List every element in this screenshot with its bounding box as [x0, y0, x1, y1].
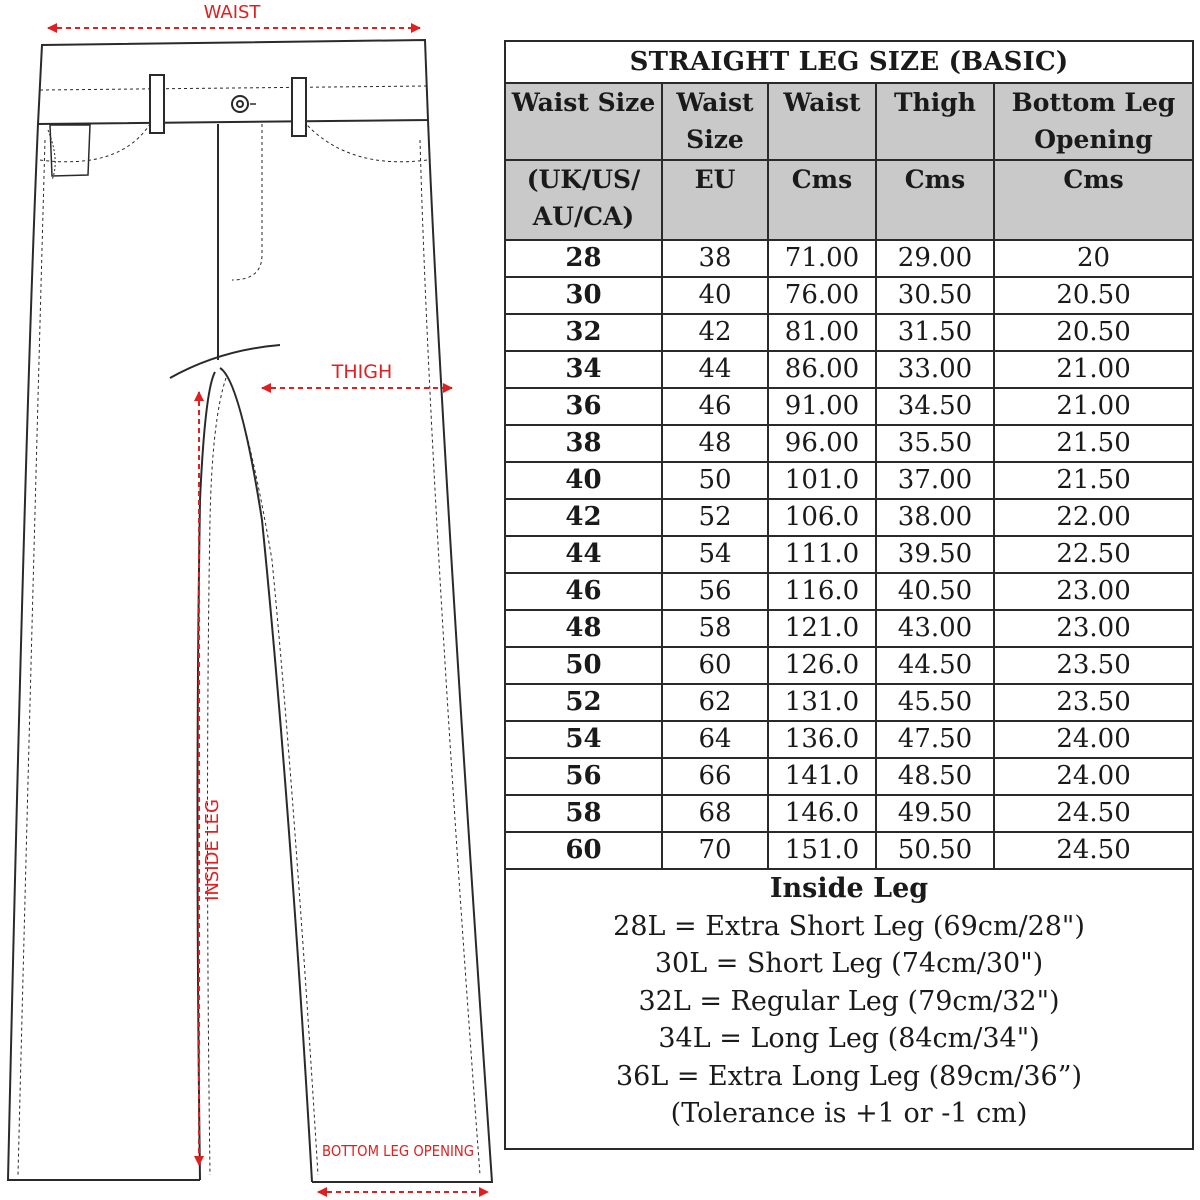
thigh-cm-cell: 30.50 — [876, 277, 994, 314]
bottom-leg-cm-cell: 21.00 — [994, 351, 1193, 388]
column-unit-header: Cms — [876, 160, 994, 240]
bottom-leg-opening-label: BOTTOM LEG OPENING — [322, 1142, 474, 1160]
table-row — [505, 610, 1193, 647]
table-row — [505, 240, 1193, 277]
size-eu-cell: 60 — [662, 647, 768, 684]
size-eu-cell: 70 — [662, 832, 768, 869]
table-row — [505, 684, 1193, 721]
size-uk-cell: 36 — [505, 388, 662, 425]
bottom-leg-cm-cell: 24.50 — [994, 832, 1193, 869]
waist-cm-cell: 136.0 — [768, 721, 876, 758]
size-eu-cell: 44 — [662, 351, 768, 388]
waist-cm-cell: 106.0 — [768, 499, 876, 536]
thigh-cm-cell: 37.00 — [876, 462, 994, 499]
thigh-cm-cell: 45.50 — [876, 684, 994, 721]
size-uk-cell: 46 — [505, 573, 662, 610]
thigh-cm-cell: 35.50 — [876, 425, 994, 462]
thigh-cm-cell: 31.50 — [876, 314, 994, 351]
waist-cm-cell: 101.0 — [768, 462, 876, 499]
table-body — [505, 240, 1193, 869]
inside-leg-line: 34L = Long Leg (84cm/34") — [658, 1023, 1040, 1054]
inside-leg-label: INSIDE LEG — [202, 799, 223, 901]
size-eu-cell: 38 — [662, 240, 768, 277]
size-eu-cell: 56 — [662, 573, 768, 610]
waist-cm-cell: 86.00 — [768, 351, 876, 388]
size-eu-cell: 46 — [662, 388, 768, 425]
table-row — [505, 758, 1193, 795]
size-eu-cell: 58 — [662, 610, 768, 647]
waist-cm-cell: 71.00 — [768, 240, 876, 277]
table-row — [505, 499, 1193, 536]
waist-cm-cell: 121.0 — [768, 610, 876, 647]
size-eu-cell: 42 — [662, 314, 768, 351]
table-row — [505, 647, 1193, 684]
bottom-leg-cm-cell: 20.50 — [994, 277, 1193, 314]
inside-leg-line: 36L = Extra Long Leg (89cm/36”) — [615, 1060, 1083, 1092]
size-eu-cell: 40 — [662, 277, 768, 314]
size-uk-cell: 50 — [505, 647, 662, 684]
size-uk-cell: 44 — [505, 536, 662, 573]
waist-cm-cell: 151.0 — [768, 832, 876, 869]
column-header: Waist — [768, 83, 876, 160]
size-uk-cell: 54 — [505, 721, 662, 758]
table-row — [505, 536, 1193, 573]
size-uk-cell: 56 — [505, 758, 662, 795]
table-row — [505, 721, 1193, 758]
thigh-cm-cell: 47.50 — [876, 721, 994, 758]
waist-cm-cell: 111.0 — [768, 536, 876, 573]
size-eu-cell: 48 — [662, 425, 768, 462]
size-uk-cell: 58 — [505, 795, 662, 832]
thigh-cm-cell: 49.50 — [876, 795, 994, 832]
table-row — [505, 573, 1193, 610]
thigh-cm-cell: 40.50 — [876, 573, 994, 610]
inside-leg-title: Inside Leg — [769, 873, 929, 904]
waist-cm-cell: 146.0 — [768, 795, 876, 832]
table-row — [505, 314, 1193, 351]
table-row — [505, 795, 1193, 832]
size-eu-cell: 62 — [662, 684, 768, 721]
column-unit-header: Cms — [994, 160, 1193, 240]
bottom-leg-cm-cell: 22.00 — [994, 499, 1193, 536]
thigh-cm-cell: 33.00 — [876, 351, 994, 388]
waist-cm-cell: 126.0 — [768, 647, 876, 684]
waist-label: WAIST — [203, 2, 261, 23]
jeans-diagram — [0, 0, 500, 1200]
size-eu-cell: 52 — [662, 499, 768, 536]
tolerance-note: (Tolerance is +1 or -1 cm) — [670, 1098, 1028, 1129]
waist-cm-cell: 131.0 — [768, 684, 876, 721]
bottom-leg-cm-cell: 23.50 — [994, 647, 1193, 684]
size-eu-cell: 54 — [662, 536, 768, 573]
size-uk-cell: 52 — [505, 684, 662, 721]
inside-leg-info — [505, 869, 1193, 1149]
column-header: Thigh — [876, 83, 994, 160]
thigh-label: THIGH — [331, 361, 393, 383]
size-uk-cell: 34 — [505, 351, 662, 388]
waist-cm-cell: 96.00 — [768, 425, 876, 462]
bottom-leg-cm-cell: 24.00 — [994, 721, 1193, 758]
column-unit-header: EU — [662, 160, 768, 240]
inside-leg-line: 30L = Short Leg (74cm/30") — [654, 948, 1044, 979]
size-eu-cell: 66 — [662, 758, 768, 795]
thigh-cm-cell: 34.50 — [876, 388, 994, 425]
waist-cm-cell: 76.00 — [768, 277, 876, 314]
size-uk-cell: 38 — [505, 425, 662, 462]
table-row — [505, 388, 1193, 425]
bottom-leg-cm-cell: 24.00 — [994, 758, 1193, 795]
jeans-outline — [8, 40, 492, 1182]
bottom-leg-cm-cell: 22.50 — [994, 536, 1193, 573]
size-eu-cell: 68 — [662, 795, 768, 832]
table-row — [505, 832, 1193, 869]
size-uk-cell: 60 — [505, 832, 662, 869]
bottom-leg-cm-cell: 21.50 — [994, 462, 1193, 499]
thigh-cm-cell: 44.50 — [876, 647, 994, 684]
size-eu-cell: 50 — [662, 462, 768, 499]
column-unit-header: Cms — [768, 160, 876, 240]
column-header: Bottom Leg Opening — [994, 83, 1193, 160]
column-header: Waist Size — [505, 83, 662, 160]
bottom-leg-cm-cell: 24.50 — [994, 795, 1193, 832]
bottom-leg-cm-cell: 23.00 — [994, 610, 1193, 647]
table-title: STRAIGHT LEG SIZE (BASIC) — [505, 41, 1193, 83]
size-uk-cell: 40 — [505, 462, 662, 499]
size-eu-cell: 64 — [662, 721, 768, 758]
header-row-bottom — [505, 160, 1193, 240]
thigh-cm-cell: 38.00 — [876, 499, 994, 536]
table-row — [505, 425, 1193, 462]
bottom-leg-cm-cell: 21.00 — [994, 388, 1193, 425]
header-row-top — [505, 83, 1193, 160]
waist-cm-cell: 91.00 — [768, 388, 876, 425]
waist-cm-cell: 116.0 — [768, 573, 876, 610]
table-row — [505, 351, 1193, 388]
bottom-leg-cm-cell: 21.50 — [994, 425, 1193, 462]
waist-cm-cell: 81.00 — [768, 314, 876, 351]
size-uk-cell: 28 — [505, 240, 662, 277]
size-chart-table — [504, 40, 1194, 1150]
size-uk-cell: 32 — [505, 314, 662, 351]
inside-leg-line: 28L = Extra Short Leg (69cm/28") — [613, 910, 1085, 942]
bottom-leg-cm-cell: 20 — [994, 240, 1193, 277]
thigh-cm-cell: 39.50 — [876, 536, 994, 573]
table-row — [505, 277, 1193, 314]
thigh-cm-cell: 50.50 — [876, 832, 994, 869]
thigh-cm-cell: 29.00 — [876, 240, 994, 277]
waist-cm-cell: 141.0 — [768, 758, 876, 795]
bottom-leg-cm-cell: 23.00 — [994, 573, 1193, 610]
size-uk-cell: 30 — [505, 277, 662, 314]
column-unit-header: (UK/US/ AU/CA) — [505, 160, 662, 240]
inside-leg-line: 32L = Regular Leg (79cm/32") — [638, 985, 1060, 1017]
size-uk-cell: 42 — [505, 499, 662, 536]
bottom-leg-cm-cell: 23.50 — [994, 684, 1193, 721]
size-uk-cell: 48 — [505, 610, 662, 647]
table-row — [505, 462, 1193, 499]
bottom-leg-cm-cell: 20.50 — [994, 314, 1193, 351]
thigh-cm-cell: 48.50 — [876, 758, 994, 795]
thigh-cm-cell: 43.00 — [876, 610, 994, 647]
column-header: Waist Size — [662, 83, 768, 160]
